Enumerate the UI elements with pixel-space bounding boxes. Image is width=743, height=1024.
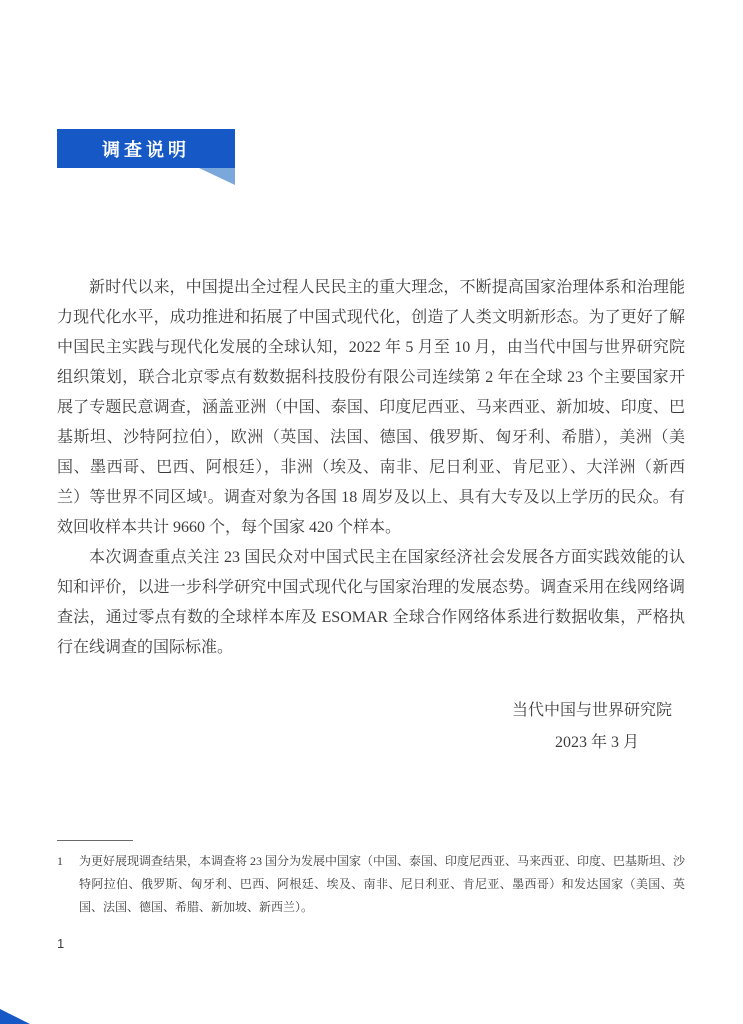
page-number: 1 xyxy=(57,936,65,951)
footnote-text: 为更好展现调查结果，本调查将 23 国分为发展中国家（中国、泰国、印度尼西亚、马来西亚、印度、巴基斯坦、沙特阿拉伯、俄罗斯、匈牙利、巴西、阿根廷、埃及、南非、尼日利亚、肯尼亚、墨西哥）和发达国家（美国、英国、法国、德国、希腊、新加坡、新西兰）。 xyxy=(79,854,686,914)
section-banner xyxy=(57,129,235,168)
footnote-divider xyxy=(57,840,133,841)
signature-date: 2023 年 3 月 xyxy=(554,734,639,751)
section-banner-title: 调查说明 xyxy=(102,139,190,160)
footnote-area xyxy=(57,840,685,919)
footnote xyxy=(57,850,685,919)
body-text xyxy=(57,273,685,759)
paragraph-survey-focus: 本次调查重点关注 23 国民众对中国式民主在国家经济社会发展各方面实践效能的认知和评价，以进一步科学研究中国式现代化与国家治理的发展态势。调查采用在线网络调查法，通过零点有数的全球样本库及 ESOMAR 全球合作网络体系进行数据收集，严格执行在线调查的国际标准。 xyxy=(57,549,685,656)
footnote-marker: 1 xyxy=(57,854,63,868)
signature-organization: 当代中国与世界研究院 xyxy=(511,702,672,719)
corner-decoration xyxy=(0,1009,30,1024)
paragraph-survey-background: 新时代以来，中国提出全过程人民民主的重大理念，不断提高国家治理体系和治理能力现代化水平，成功推进和拓展了中国式现代化，创造了人类文明新形态。为了更好了解中国民主实践与现代化发展的全球认知，2022 年 5 月至 10 月，由当代中国与世界研究院组织策划，联合北京零点有数数据科技股份有限公司连续第 2 年在全球 23 个主要国家开展了专题民意调查，涵盖亚洲（中国、泰国、印度尼西亚、马来西亚、新加坡、印度、巴基斯坦、沙特阿拉伯），欧洲（英国、法国、德国、俄罗斯、匈牙利、希腊），美洲（美国、墨西哥、巴西、阿根廷），非洲（埃及、南非、尼日利亚、肯尼亚）、大洋洲（新西兰）等世界不同区域¹。调查对象为各国 18 周岁及以上、具有大专及以上学历的民众。有效回收样本共计 9660 个，每个国家 420 个样本。 xyxy=(57,279,685,536)
banner-ribbon-fold xyxy=(199,168,235,185)
signature-block xyxy=(57,695,685,759)
